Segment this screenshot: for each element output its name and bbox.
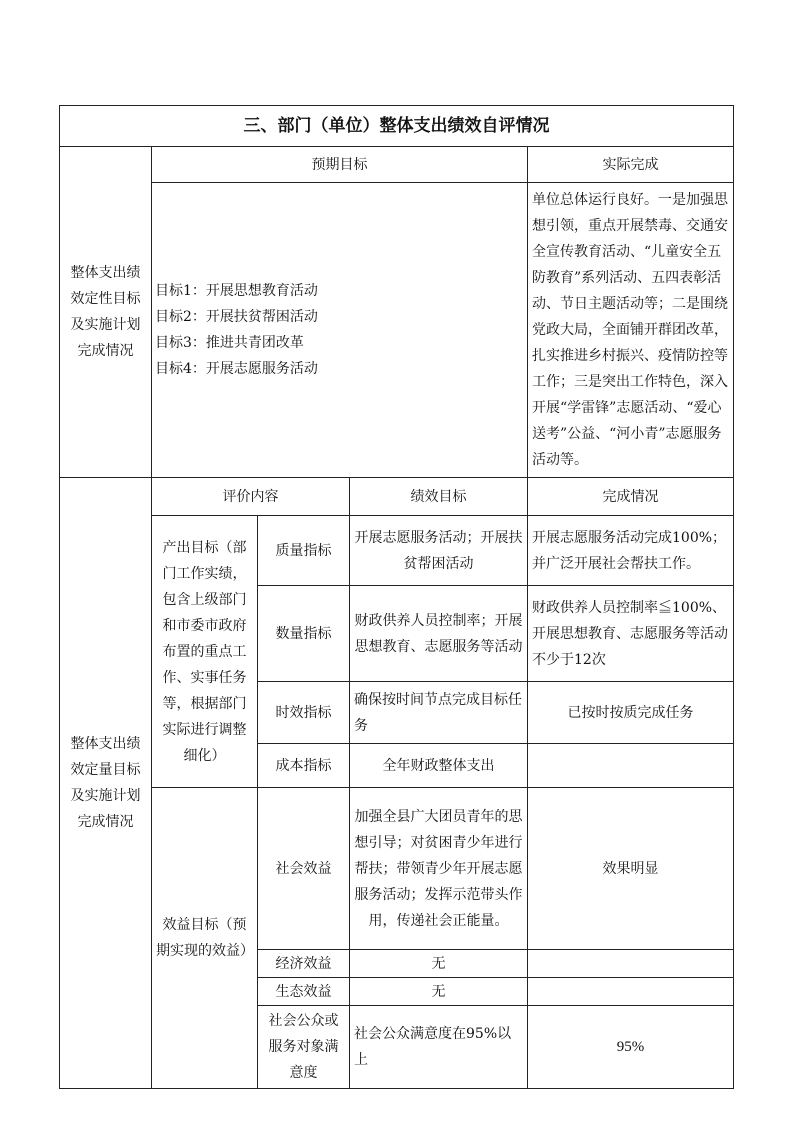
output-goal-group: 产出目标（部门工作实绩，包含上级部门和市委市政府布置的重点工作、实事任务等，根据部门实际进行调整细化） — [152, 516, 258, 788]
goal-4: 目标4：开展志愿服务活动 — [155, 361, 318, 377]
economic-benefit-indicator: 经济效益 — [258, 950, 350, 978]
quantity-target: 财政供养人员控制率；开展思想教育、志愿服务等活动 — [350, 586, 528, 682]
economic-benefit-result — [528, 950, 734, 978]
cost-target: 全年财政整体支出 — [350, 744, 528, 788]
completion-status-header: 完成情况 — [528, 478, 734, 516]
quantity-result: 财政供养人员控制率≦100%、开展思想教育、志愿服务等活动不少于12次 — [528, 586, 734, 682]
cost-indicator: 成本指标 — [258, 744, 350, 788]
performance-table-container — [59, 105, 733, 1089]
performance-table — [59, 105, 734, 1089]
section2-label: 整体支出绩效定量目标及实施计划完成情况 — [60, 478, 152, 1089]
goal-1: 目标1：开展思想教育活动 — [155, 283, 318, 299]
section1-label: 整体支出绩效定性目标及实施计划完成情况 — [60, 147, 152, 478]
timeliness-result: 已按时按质完成任务 — [528, 682, 734, 744]
benefit-goal-group: 效益目标（预期实现的效益） — [152, 788, 258, 1089]
expected-goals-list — [152, 183, 528, 478]
ecological-benefit-indicator: 生态效益 — [258, 978, 350, 1006]
performance-target-header: 绩效目标 — [350, 478, 528, 516]
quantity-indicator: 数量指标 — [258, 586, 350, 682]
economic-benefit-target: 无 — [350, 950, 528, 978]
social-benefit-indicator: 社会效益 — [258, 788, 350, 950]
quality-target: 开展志愿服务活动；开展扶贫帮困活动 — [350, 516, 528, 586]
social-benefit-result: 效果明显 — [528, 788, 734, 950]
actual-completion-text: 单位总体运行良好。一是加强思想引领，重点开展禁毒、交通安全宣传教育活动、“儿童安全五防教育”系列活动、五四表彰活动、节日主题活动等；二是围绕党政大局，全面铺开群团改革，扎实推进乡村振兴、疫情防控等工作；三是突出工作特色，深入开展“学雷锋”志愿活动、“爱心送考”公益、“河小青”志愿服务活动等。 — [528, 183, 734, 478]
goal-3: 目标3：推进共青团改革 — [155, 335, 304, 351]
expected-goals-header: 预期目标 — [152, 147, 528, 183]
satisfaction-target: 社会公众满意度在95%以上 — [350, 1006, 528, 1089]
timeliness-target: 确保按时间节点完成目标任务 — [350, 682, 528, 744]
actual-completion-header: 实际完成 — [528, 147, 734, 183]
ecological-benefit-result — [528, 978, 734, 1006]
satisfaction-result: 95% — [528, 1006, 734, 1089]
timeliness-indicator: 时效指标 — [258, 682, 350, 744]
quality-result: 开展志愿服务活动完成100%；并广泛开展社会帮扶工作。 — [528, 516, 734, 586]
table-title: 三、部门（单位）整体支出绩效自评情况 — [60, 106, 734, 147]
social-benefit-target: 加强全县广大团员青年的思想引导；对贫困青少年进行帮扶；带领青少年开展志愿服务活动；发挥示范带头作用，传递社会正能量。 — [350, 788, 528, 950]
goal-2: 目标2：开展扶贫帮困活动 — [155, 309, 318, 325]
cost-result — [528, 744, 734, 788]
ecological-benefit-target: 无 — [350, 978, 528, 1006]
eval-content-header: 评价内容 — [152, 478, 350, 516]
satisfaction-indicator: 社会公众或服务对象满意度 — [258, 1006, 350, 1089]
quality-indicator: 质量指标 — [258, 516, 350, 586]
